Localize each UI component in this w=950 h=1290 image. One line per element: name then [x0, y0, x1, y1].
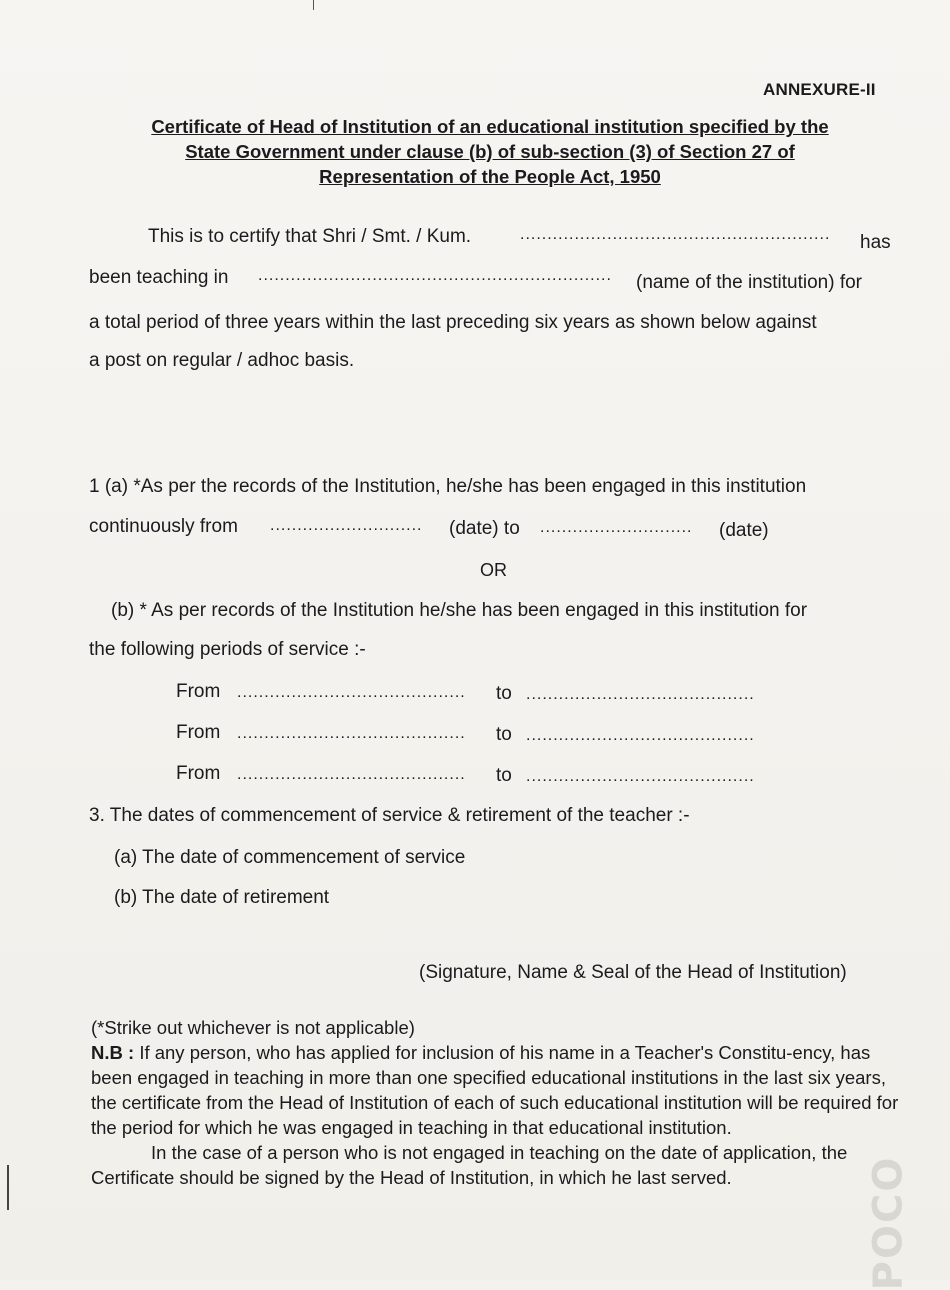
strike-note: (*Strike out whichever is not applicable)	[91, 1017, 415, 1038]
item-3a: (a) The date of commencement of service	[114, 847, 466, 868]
date-to-label: (date) to	[449, 518, 520, 539]
to-label: to	[496, 724, 512, 745]
from-label: From	[176, 722, 221, 743]
from-date-blank-dots: ............................	[270, 517, 423, 534]
nb-paragraph	[91, 1040, 903, 1140]
name-blank-dots: .........................................................	[520, 226, 831, 243]
para-line-4: a post on regular / adhoc basis.	[89, 350, 355, 371]
title-line-3: Representation of the People Act, 1950	[319, 166, 661, 187]
camera-watermark: POCO	[865, 1155, 912, 1290]
certificate-title	[100, 114, 880, 189]
para-line-2-end: (name of the institution) for	[636, 272, 862, 293]
to-blank-dots: ..........................................	[526, 768, 755, 785]
from-blank-dots: ..........................................	[237, 684, 466, 701]
item-3b: (b) The date of retirement	[114, 887, 330, 908]
from-label: From	[176, 681, 221, 702]
date-label: (date)	[719, 520, 769, 541]
item-1b-line-2: the following periods of service :-	[89, 639, 366, 660]
para-line-3: a total period of three years within the last preceding six years as shown below against	[89, 312, 817, 333]
title-line-1: Certificate of Head of Institution of an educational institution specified by the	[151, 116, 829, 137]
title-line-2: State Government under clause (b) of sub-section (3) of Section 27 of	[185, 141, 795, 162]
para-line-1-start: This is to certify that Shri / Smt. / Kum.	[148, 226, 472, 247]
to-label: to	[496, 683, 512, 704]
scan-edge-line	[7, 1165, 9, 1210]
item-1b-line-1: (b) * As per records of the Institution he/she has been engaged in this institution for	[111, 600, 808, 621]
para-line-1-end: has	[860, 232, 891, 253]
signature-line: (Signature, Name & Seal of the Head of Institution)	[419, 962, 847, 983]
item-1a-line-1: 1 (a) *As per the records of the Institution, he/she has been engaged in this institution	[89, 476, 807, 497]
para-line-2-start: been teaching in	[89, 267, 229, 288]
nb-paragraph-2: In the case of a person who is not engaged in teaching on the date of application, the Certificate should be signed by the Head of Institution, in which he last served.	[91, 1142, 848, 1188]
nb-label: N.B :	[91, 1042, 135, 1063]
to-blank-dots: ..........................................	[526, 686, 755, 703]
from-blank-dots: ..........................................	[237, 766, 466, 783]
item-3-line: 3. The dates of commencement of service & retirement of the teacher :-	[89, 805, 690, 826]
annexure-label: ANNEXURE-II	[763, 80, 876, 99]
from-blank-dots: ..........................................	[237, 725, 466, 742]
or-separator: OR	[480, 560, 507, 580]
from-label: From	[176, 763, 221, 784]
notes-block	[91, 1015, 903, 1190]
to-label: to	[496, 765, 512, 786]
to-blank-dots: ..........................................	[526, 727, 755, 744]
scan-artifact	[313, 0, 314, 10]
to-date-blank-dots: ............................	[540, 519, 693, 536]
institution-blank-dots: .................................................................	[258, 267, 612, 284]
item-1a-line-2-start: continuously from	[89, 516, 238, 537]
nb-text: If any person, who has applied for inclusion of his name in a Teacher's Constitu-ency, has been engaged in teaching in more than one specified educational institutions in the last six years, the certificate from the Head of Institution of each of such educational institution will be required for the period for which he was engaged in teaching in that educational institution.	[91, 1042, 899, 1138]
